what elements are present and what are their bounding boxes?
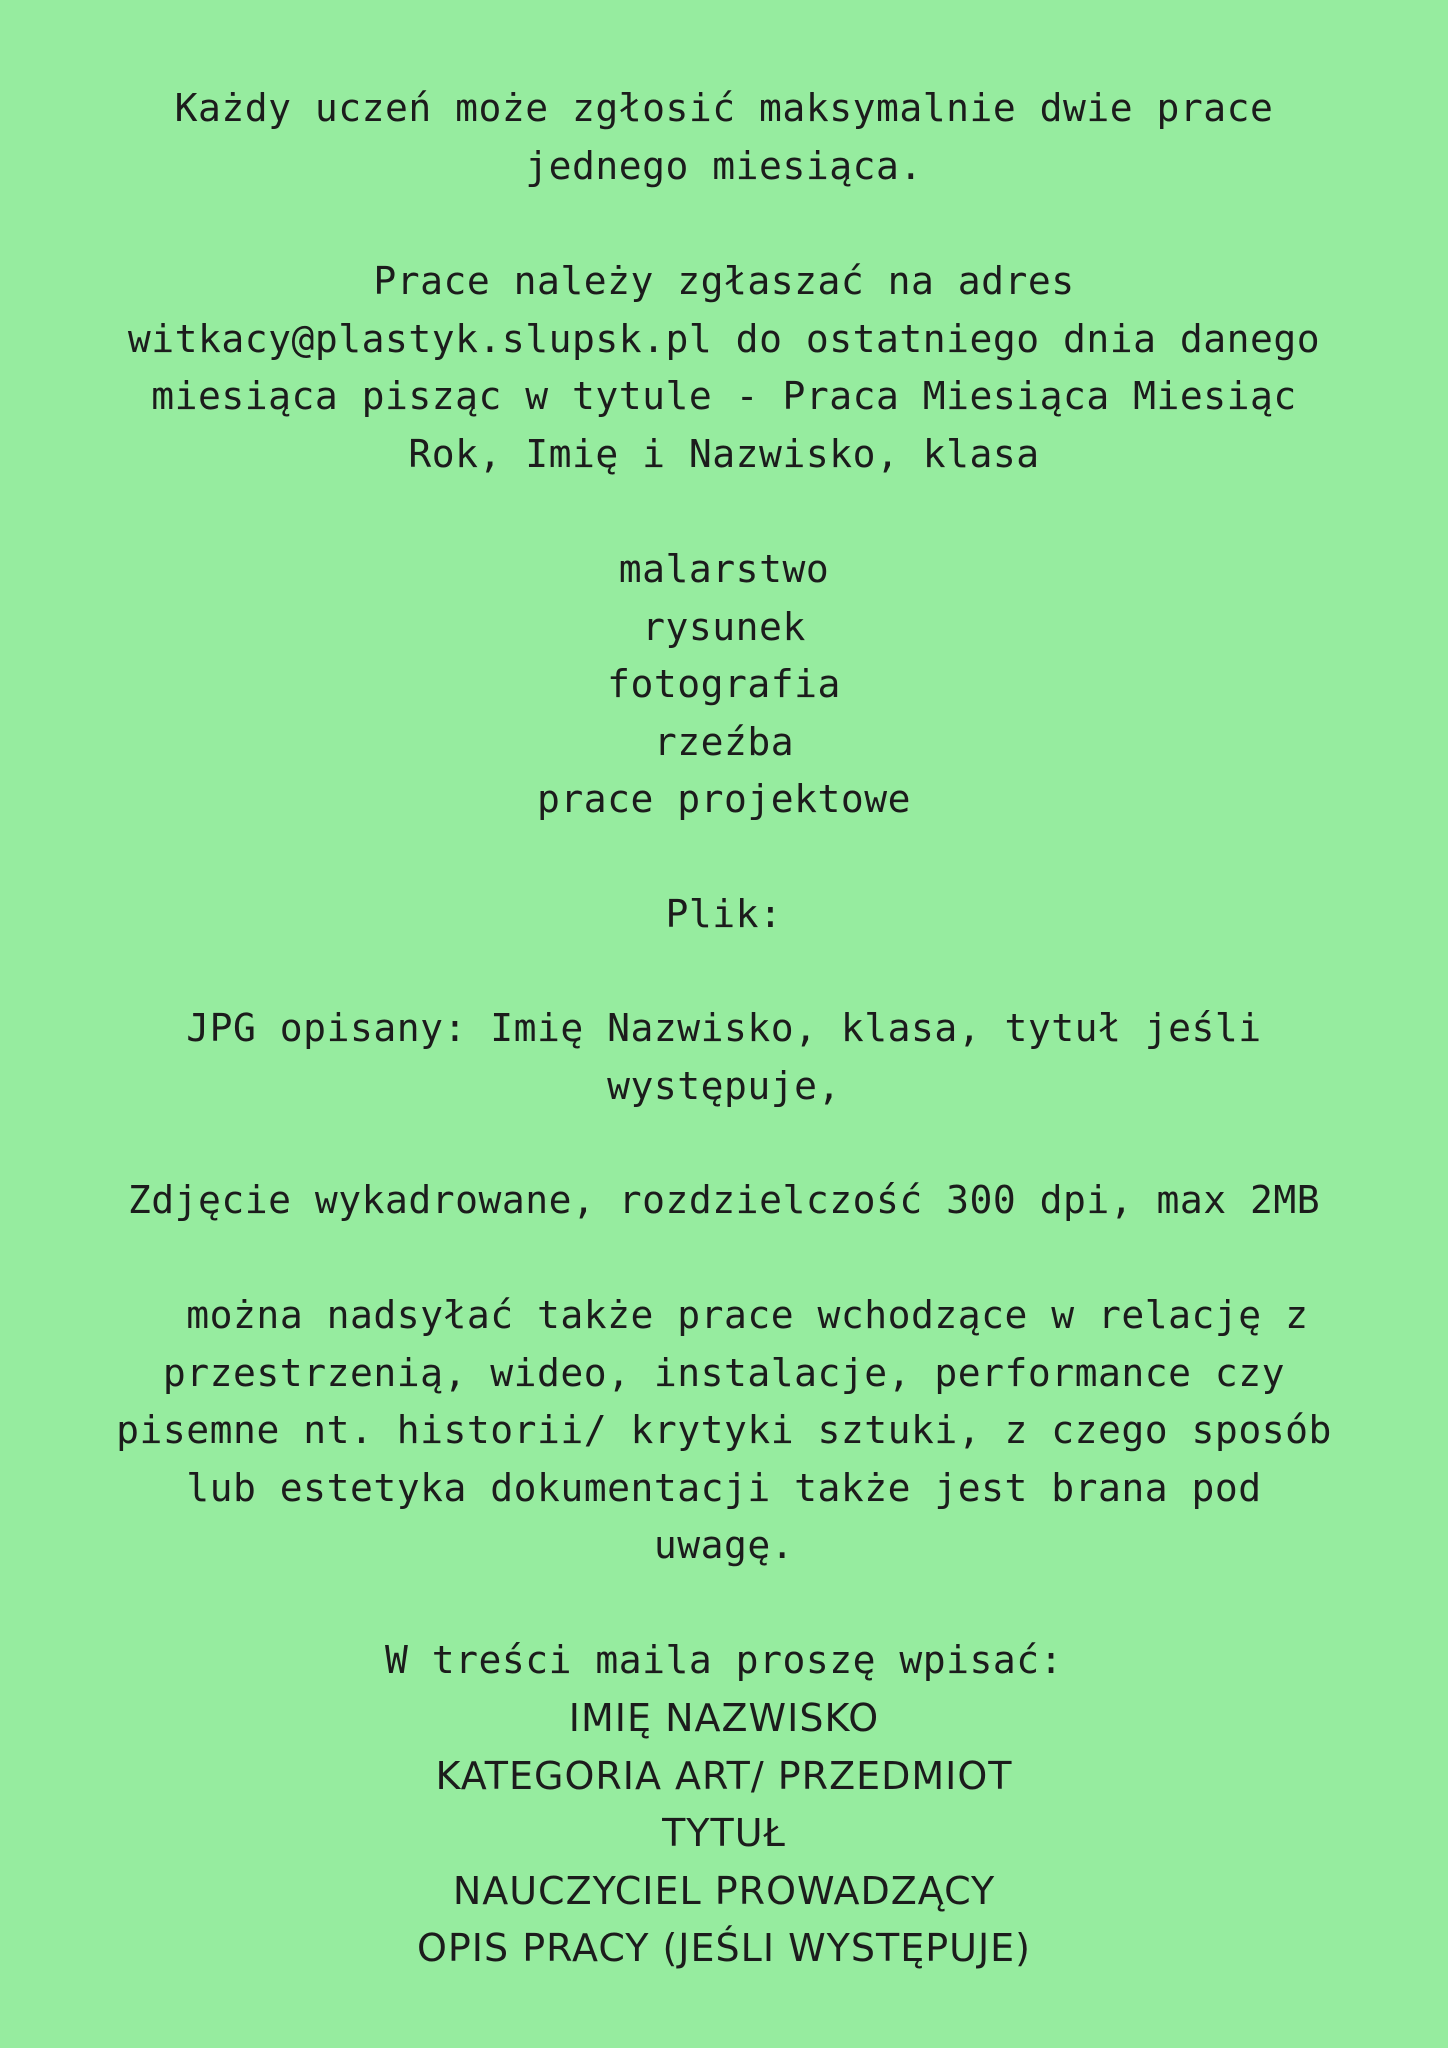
file-heading-block [40,886,1408,944]
email-field-category: KATEGORIA ART/ PRZEDMIOT [435,1753,1013,1798]
categories-list [40,541,1408,829]
category-drawing: rysunek [642,604,806,649]
file-description-line-1: JPG opisany: Imię Nazwisko, klasa, tytuł jeśli [186,1006,1262,1050]
intro-line-2: jednego miesiąca. [525,143,923,188]
submission-paragraph [40,253,1408,483]
category-design-works: prace projektowe [536,777,912,821]
category-sculpture: rzeźba [653,719,795,764]
email-fields-list [40,1690,1408,1978]
email-field-title: TYTUŁ [662,1811,786,1855]
email-field-name: IMIĘ NAZWISKO [568,1696,880,1740]
other-works-line-1: można nadsyłać także prace wchodzące w relację z [139,1293,1309,1337]
other-works-line-4: lub estetyka dokumentacji także jest brana pod [186,1465,1262,1510]
file-description-line-2: występuje, [607,1063,841,1108]
email-heading-block [40,1632,1408,1690]
photo-requirements: Zdjęcie wykadrowane, rozdzielczość 300 dpi, max 2MB [127,1178,1321,1222]
file-heading: Plik: [665,892,783,936]
other-works-line-2: przestrzenią, wideo, instalacje, performance czy [162,1350,1286,1395]
intro-line-1: Każdy uczeń może zgłosić maksymalnie dwie prace [174,86,1274,130]
submission-line-1: Prace należy zgłaszać na adres [373,259,1075,303]
category-photography: fotografia [607,662,841,706]
submission-line-4: Rok, Imię i Nazwisko, klasa [408,431,1040,476]
email-field-teacher: NAUCZYCIEL PROWADZĄCY [452,1868,996,1913]
email-field-description: OPIS PRACY (JEŚLI WYSTĘPUJE) [416,1926,1031,1970]
submission-line-3: miesiąca pisząc w tytule - Praca Miesiąca Miesiąc [151,374,1297,418]
intro-paragraph [40,80,1408,195]
photo-requirements-block [40,1172,1408,1230]
category-painting: malarstwo [618,547,830,591]
email-heading: W treści maila proszę wpisać: [385,1638,1063,1682]
other-works-paragraph [40,1287,1408,1575]
submission-line-2-email: witkacy@plastyk.slupsk.pl do ostatniego dnia danego [127,316,1321,361]
file-description-paragraph [40,1000,1408,1115]
other-works-line-3: pisemne nt. historii/ krytyki sztuki, z czego sposób [116,1408,1332,1452]
other-works-line-5: uwagę. [653,1523,795,1567]
